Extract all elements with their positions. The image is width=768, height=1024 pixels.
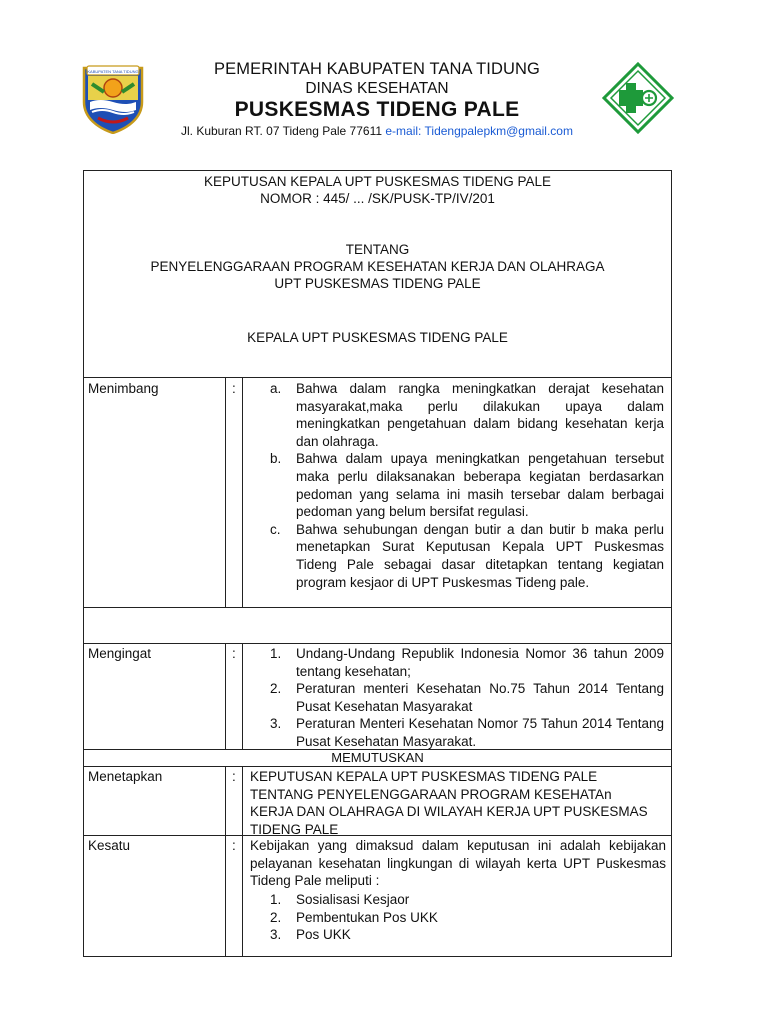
column-divider <box>225 766 226 957</box>
letterhead <box>0 0 768 140</box>
list-item-text: Bahwa sehubungan dengan butir a dan butir b maka perlu menetapkan Surat Keputusan Kepala UPT Puskesmas Tideng Pale sebagai dasar ditetapkan tentang kegiatan program kesjaor di UPT Puskesmas Tideng pale. <box>296 521 664 590</box>
list-marker: a. <box>270 381 282 396</box>
letterhead-text <box>150 60 604 139</box>
decree-authority: KEPALA UPT PUSKESMAS TIDENG PALE <box>247 330 508 345</box>
government-name: PEMERINTAH KABUPATEN TANA TIDUNG <box>214 60 540 78</box>
list-item-text: Bahwa dalam rangka meningkatkan derajat kesehatan masyarakat,maka perlu dilakukan upaya dalam meningkatkan pengetahuan dalam bidang kesehatan kerja dan olahraga. <box>296 381 664 449</box>
row-divider <box>84 377 671 378</box>
puskesmas-logo <box>602 62 674 134</box>
email-label: e-mail: <box>385 124 422 138</box>
list-marker: 3. <box>270 716 282 732</box>
list-item-text: Peraturan Menteri Kesehatan Nomor 75 Tahun 2014 Tentang Pusat Kesehatan Masyarakat. <box>296 716 664 749</box>
kesatu-text: Kebijakan yang dimaksud dalam keputusan ini adalah kebijakan pelayanan kesehatan lingkungan di wilayah kerta UPT Puskesmas Tideng Pale meliputi : <box>250 838 666 889</box>
decree-subject-block <box>84 241 671 292</box>
list-item <box>264 891 664 909</box>
list-marker: 3. <box>270 927 282 943</box>
row-divider <box>84 607 671 608</box>
row-divider <box>84 766 671 767</box>
list-item-text: Bahwa dalam upaya meningkatkan pengetahuan tersebut maka perlu dilaksanakan beberapa kegiatan berdasarkan pedoman yang selama ini masih tersebar dalam berbagai pedoman yang belum bersifat regulasi. <box>296 451 664 520</box>
list-item <box>264 909 664 927</box>
list-marker: 2. <box>270 909 282 925</box>
list-item-text: Pos UKK <box>296 927 351 943</box>
kesatu-list <box>264 891 664 944</box>
column-divider <box>225 643 226 749</box>
mengingat-list <box>264 645 664 751</box>
list-marker: b. <box>270 451 282 467</box>
list-item-text: Sosialisasi Kesjaor <box>296 892 410 907</box>
address: Jl. Kuburan RT. 07 Tideng Pale 77611 <box>181 124 383 138</box>
column-divider <box>242 766 243 957</box>
decree-title-block <box>84 173 671 207</box>
list-item <box>264 450 664 520</box>
regency-emblem-logo <box>78 62 148 134</box>
menetapkan-colon: : <box>232 769 236 784</box>
mengingat-label: Mengingat <box>88 646 152 661</box>
column-divider <box>242 643 243 749</box>
institution-name: PUSKESMAS TIDENG PALE <box>234 98 520 121</box>
menetapkan-text: KEPUTUSAN KEPALA UPT PUSKESMAS TIDENG PALE TENTANG PENYELENGGARAAN PROGRAM KESEHATAn KERJA DAN OLAHRAGA DI WILAYAH KERJA UPT PUSKESMAS TIDENG PALE <box>250 769 648 837</box>
menimbang-list <box>264 380 664 591</box>
list-item-text: Undang-Undang Republik Indonesia Nomor 36 tahun 2009 tentang kesehatan; <box>296 646 664 679</box>
row-divider <box>84 643 671 644</box>
list-item <box>264 715 664 750</box>
list-marker: 1. <box>270 646 282 661</box>
menetapkan-label: Menetapkan <box>88 769 163 784</box>
decree-subject-line-2: UPT PUSKESMAS TIDENG PALE <box>274 276 481 291</box>
memutuskan-heading: MEMUTUSKAN <box>331 750 424 765</box>
email-link[interactable]: Tidengpalepkm@gmail.com <box>424 124 573 138</box>
list-item <box>264 521 664 591</box>
decree-title: KEPUTUSAN KEPALA UPT PUSKESMAS TIDENG PALE <box>203 174 552 189</box>
list-marker: 1. <box>270 892 282 907</box>
list-item-text: Pembentukan Pos UKK <box>296 909 438 925</box>
list-item <box>264 380 664 450</box>
address-line <box>150 123 604 139</box>
menimbang-colon: : <box>232 381 236 396</box>
column-divider <box>225 377 226 607</box>
menimbang-label: Menimbang <box>88 381 159 396</box>
list-item <box>264 680 664 715</box>
decree-document <box>83 170 672 957</box>
list-marker: c. <box>270 521 281 537</box>
mengingat-colon: : <box>232 646 236 661</box>
kesatu-label: Kesatu <box>88 838 131 853</box>
list-item <box>264 645 664 680</box>
decree-number: NOMOR : 445/ ... /SK/PUSK-TP/IV/201 <box>260 191 495 206</box>
agency-name: DINAS KESEHATAN <box>305 80 449 97</box>
list-item-text: Peraturan menteri Kesehatan No.75 Tahun 2014 Tentang Pusat Kesehatan Masyarakat <box>296 681 664 714</box>
kesatu-colon: : <box>232 838 236 853</box>
list-marker: 2. <box>270 681 282 697</box>
list-item <box>264 926 664 944</box>
tentang-heading: TENTANG <box>345 242 410 257</box>
svg-text:KABUPATEN TANA TIDUNG: KABUPATEN TANA TIDUNG <box>87 69 139 74</box>
column-divider <box>242 377 243 607</box>
decree-subject-line-1: PENYELENGGARAAN PROGRAM KESEHATAN KERJA DAN OLAHRAGA <box>150 259 605 274</box>
